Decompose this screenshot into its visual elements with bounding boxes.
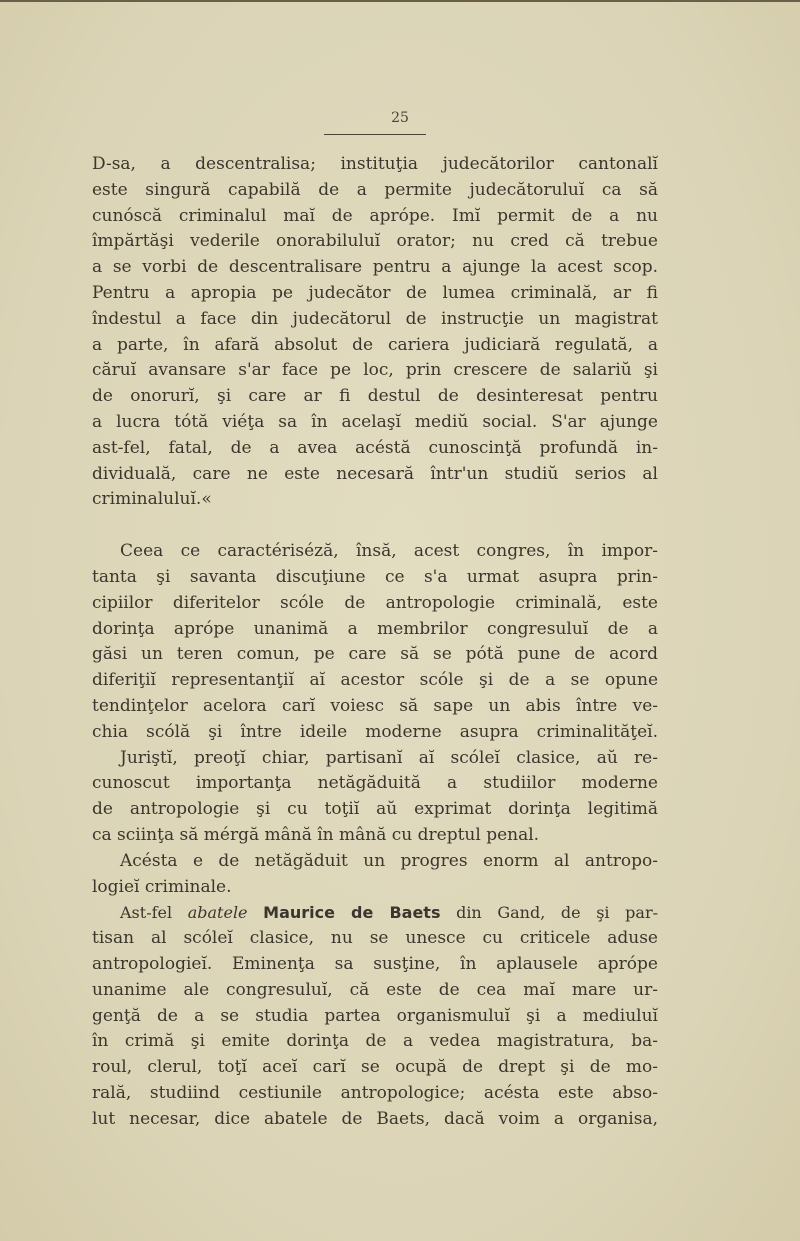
text-fragment: Ast-fel — [120, 903, 188, 923]
text-line: diferiţiĭ representanţiĭ aĭ acestor scóle şi de a se opune — [92, 670, 658, 691]
paragraph-gap — [92, 513, 658, 539]
text-line: criminaluluĭ.« — [92, 489, 212, 510]
text-line — [92, 900, 658, 926]
text-line: dividuală, care ne este necesară într'un studiŭ serios al — [92, 463, 658, 484]
text-line: cunóscă criminalul maĭ de aprópe. Imĭ permit de a nu — [92, 205, 658, 226]
text-line: D-sa, a descentralisa; instituţia judecătorilor cantonalĭ — [92, 154, 658, 174]
text-fragment: din Gand, de şi par- — [440, 903, 658, 923]
text-line: lut necesar, dice abatele de Baets, dacă voim a organisa, — [92, 1108, 658, 1129]
text-line: căruĭ avansare s'ar face pe loc, prin crescere de salariŭ şi — [92, 360, 658, 381]
text-line: a parte, în afară absolut de cariera judiciară regulată, a — [92, 334, 658, 355]
paragraph — [92, 849, 658, 901]
text-line: antropologieĭ. Eminenţa sa susţine, în aplausele aprópe — [92, 953, 658, 974]
text-line: Juriştĭ, preoţĭ chiar, partisanĭ aĭ scóleĭ clasice, aŭ re- — [120, 747, 658, 768]
text-line: tisan al scóleĭ clasice, nu se unesce cu criticele aduse — [92, 928, 658, 949]
text-line: împărtăşi vederile onorabiluluĭ orator; nu cred că trebue — [92, 231, 658, 252]
paragraph — [92, 539, 658, 745]
text-line: chia scólă şi între ideile moderne asupra criminalităţeĭ. — [92, 721, 658, 742]
text-line: Ceea ce caractériséză, însă, acest congres, în impor- — [120, 541, 658, 562]
text-line: este singură capabilă de a permite judecătoruluĭ ca să — [92, 179, 658, 200]
text-line: de antropologie şi cu toţiĭ aŭ exprimat dorinţa legitimă — [92, 799, 658, 820]
text-line: ast-fel, fatal, de a avea acéstă cunoscinţă profundă in- — [92, 437, 658, 458]
paragraph — [92, 152, 658, 513]
paragraph — [92, 746, 658, 849]
header-rule — [324, 134, 426, 135]
text-line: genţă de a se studia partea organismuluĭ şi a mediuluĭ — [92, 1005, 658, 1026]
text-line: unanime ale congresuluĭ, că este de cea maĭ mare ur- — [92, 979, 658, 1000]
text-line: îndestul a face din judecătorul de instrucţie un magistrat — [92, 308, 658, 329]
text-line: găsi un teren comun, pe care să se pótă pune de acord — [92, 644, 658, 665]
person-name: Maurice de Baets — [263, 903, 441, 923]
text-line: tendinţelor acelora carĭ voiesc să sape un abis între ve- — [92, 695, 658, 716]
text-line: Pentru a apropia pe judecător de lumea criminală, ar fi — [92, 282, 658, 303]
italic-word: abatele — [187, 903, 248, 923]
text-line: cipiilor diferitelor scóle de antropologie criminală, este — [92, 592, 658, 613]
text-line: Acésta e de netăgăduit un progres enorm al antropo- — [120, 850, 658, 871]
text-line: roul, clerul, toţĭ aceĭ carĭ se ocupă de drept şi de mo- — [92, 1057, 658, 1078]
text-line: rală, studiind cestiunile antropologice; acésta este abso- — [92, 1082, 658, 1103]
text-line: cunoscut importanţa netăgăduită a studiilor moderne — [92, 773, 658, 794]
text-line: logieĭ criminale. — [92, 876, 232, 897]
body-text — [92, 152, 658, 1132]
text-line: de onorurĭ, şi care ar fi destul de desinteresat pentru — [92, 386, 658, 407]
text-line: a se vorbi de descentralisare pentru a ajunge la acest scop. — [92, 257, 658, 278]
text-line: ca sciinţa să mérgă mână în mână cu dreptul penal. — [92, 824, 540, 845]
text-line: în crimă şi emite dorinţa de a vedea magistratura, ba- — [92, 1031, 658, 1052]
text-line: dorinţa aprópe unanimă a membrilor congresuluĭ de a — [92, 618, 658, 639]
paragraph — [92, 900, 658, 1132]
text-line: tanta şi savanta discuţiune ce s'a urmat asupra prin- — [92, 566, 658, 587]
page-number: 25 — [391, 110, 409, 126]
text-line: a lucra tótă viéţa sa în acelaşĭ mediŭ social. S'ar ajunge — [92, 411, 658, 432]
